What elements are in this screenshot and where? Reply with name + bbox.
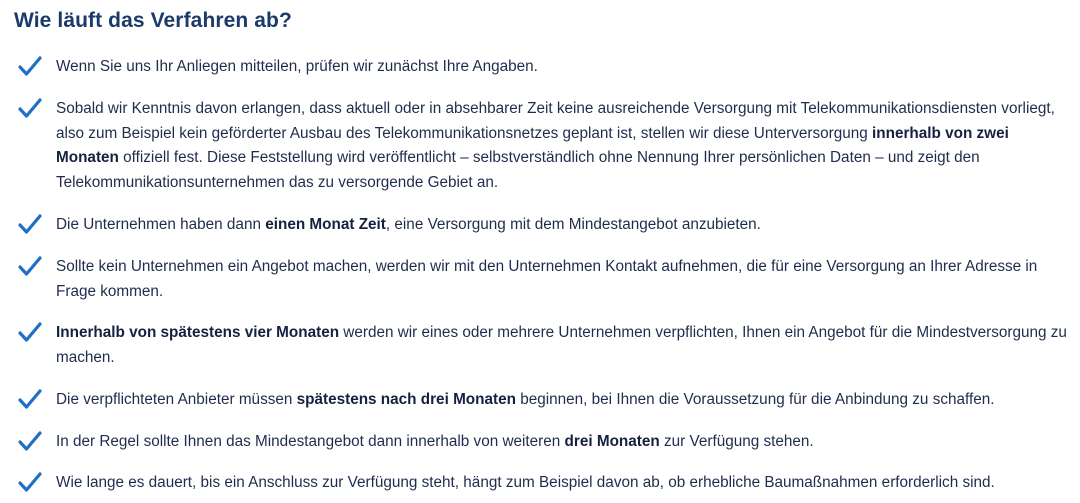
emphasis-text: innerhalb von zwei Monaten: [56, 124, 1009, 167]
body-text: Sobald wir Kenntnis davon erlangen, dass aktuell oder in absehbarer Zeit keine ausreichende Versorgung mit Telekommunikationsdiensten vorliegt, also zum Beispiel kein geförderter Ausbau des Telekommunikationsnetzes geplant ist, stellen wir diese Unterversorgung: [56, 99, 1055, 142]
list-item-text: [56, 255, 1068, 305]
list-item-text: [56, 213, 1068, 238]
body-text: , eine Versorgung mit dem Mindestangebot anzubieten.: [385, 216, 761, 234]
checkmark-icon: [18, 255, 44, 278]
emphasis-text: einen Monat Zeit: [265, 216, 386, 234]
emphasis-text: Innerhalb von spätestens vier Monaten: [56, 324, 340, 342]
body-text: zur Verfügung stehen.: [659, 432, 814, 450]
body-text: Die Unternehmen haben dann: [56, 216, 266, 234]
page-title: Wie läuft das Verfahren ab?: [14, 9, 292, 32]
list-item: [12, 388, 1068, 413]
body-text: werden wir eines oder mehrere Unternehmen verpflichten, Ihnen ein Angebot für die Mindestversorgung zu machen.: [56, 324, 1067, 367]
body-text: offiziell fest. Diese Feststellung wird veröffentlicht – selbstverständlich ohne Nennung Ihrer persönlichen Daten – und zeigt den Telekommunikationsunternehmen das zu versorgende Gebiet an.: [56, 149, 980, 192]
body-text: Wenn Sie uns Ihr Anliegen mitteilen, prüfen wir zunächst Ihre Angaben.: [56, 58, 538, 76]
list-item-text: [56, 55, 1068, 80]
body-text: Wie lange es dauert, bis ein Anschluss zur Verfügung steht, hängt zum Beispiel davon ab, ob erhebliche Baumaßnahmen erforderlich sind.: [56, 474, 995, 492]
list-item: [12, 97, 1068, 196]
checkmark-icon: [18, 388, 44, 411]
checkmark-icon: [18, 55, 44, 78]
list-item: [12, 430, 1068, 455]
checkmark-icon: [18, 97, 44, 120]
list-item: [12, 55, 1068, 80]
list-item: [12, 471, 1068, 496]
emphasis-text: spätestens nach drei Monaten: [296, 390, 516, 408]
checkmark-icon: [18, 321, 44, 344]
list-item: [12, 255, 1068, 305]
list-item-text: [56, 430, 1068, 455]
emphasis-text: drei Monaten: [564, 432, 660, 450]
procedure-steps-list: [12, 55, 1068, 496]
checkmark-icon: [18, 430, 44, 453]
list-item: [12, 213, 1068, 238]
body-text: In der Regel sollte Ihnen das Mindestangebot dann innerhalb von weiteren: [56, 432, 565, 450]
body-text: Sollte kein Unternehmen ein Angebot machen, werden wir mit den Unternehmen Kontakt aufnehmen, die für eine Versorgung an Ihrer Adresse in Frage kommen.: [56, 257, 1038, 300]
checkmark-icon: [18, 471, 44, 494]
list-item-text: [56, 97, 1068, 196]
list-item-text: [56, 321, 1068, 371]
body-text: Die verpflichteten Anbieter müssen: [56, 390, 297, 408]
list-item-text: [56, 388, 1068, 413]
list-item-text: [56, 471, 1068, 496]
body-text: beginnen, bei Ihnen die Voraussetzung für die Anbindung zu schaffen.: [515, 390, 995, 408]
checkmark-icon: [18, 213, 44, 236]
list-item: [12, 321, 1068, 371]
